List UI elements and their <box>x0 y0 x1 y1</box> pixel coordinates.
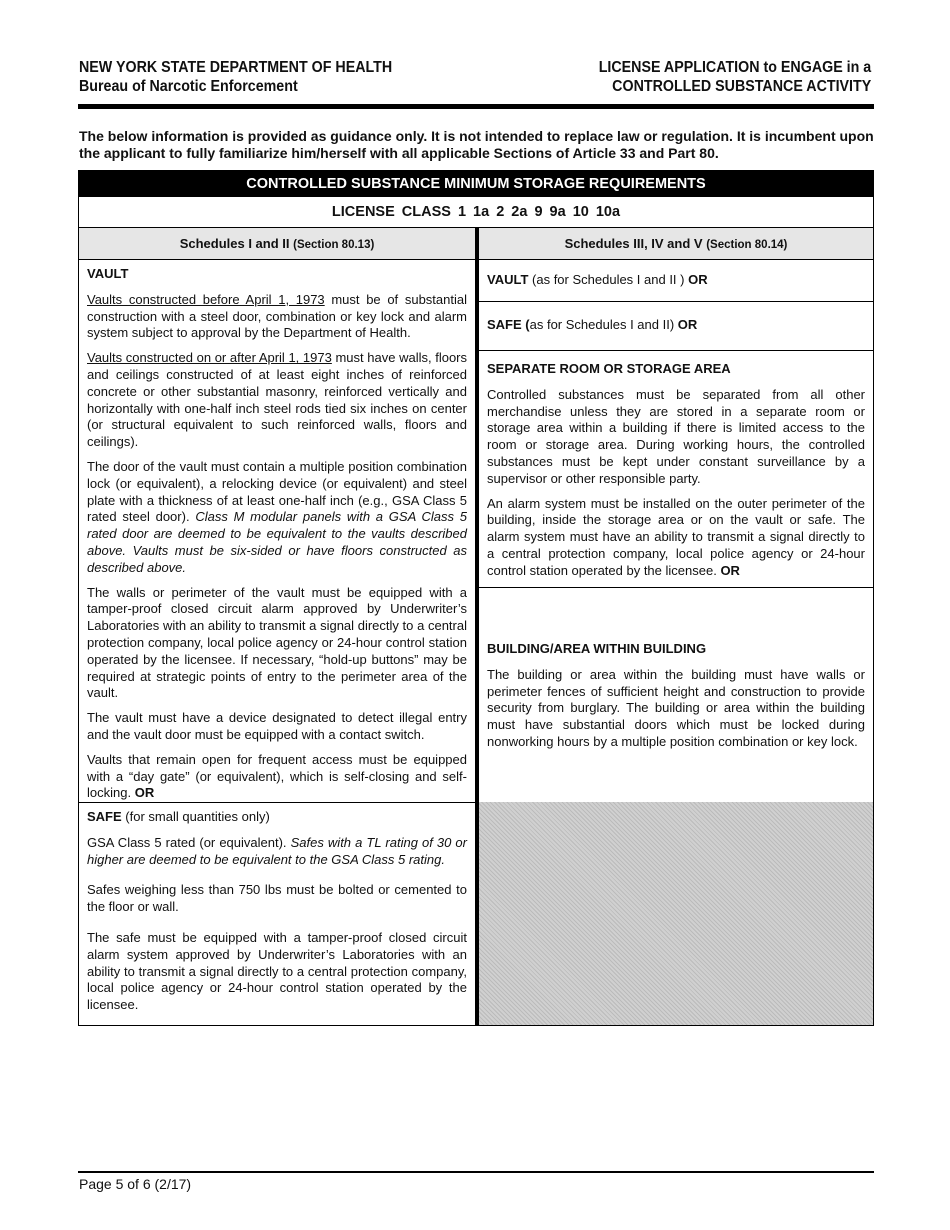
right-vault-text: VAULT (as for Schedules I and II ) OR <box>487 272 708 287</box>
building-heading: BUILDING/AREA WITHIN BUILDING <box>487 641 707 656</box>
safe-weight-text: Safes weighing less than 750 lbs must be bolted or cemented to the floor or wall. <box>87 882 467 915</box>
vault-alarm-text: The walls or perimeter of the vault must be equipped with a tamper-proof closed circuit alarm approved by Underwriter’s Laboratories with an ability to transmit a signal directly to a central protection company, local police agency or 24-hour control station operated by the licensee. If necessary, “hold-up buttons” may be required at strategic points of entry to the perimeter area of the vault. <box>87 584 467 701</box>
storage-requirements-table <box>78 170 874 1026</box>
vault-post-1973-text: Vaults constructed on or after April 1, 1973 must have walls, floors and ceilings constructed of at least eight inches of reinforced concrete or other substantial masonry, reinforced vertically and horizontally with one-half inch steel rods tied six inches on center (or structural equivalent to such reinforced walls, floors and ceilings). <box>87 350 468 450</box>
section-80-14: (Section 80.14) <box>706 239 788 251</box>
safe-heading: SAFE (for small quantities only) <box>87 809 270 824</box>
bureau-name: Bureau of Narcotic Enforcement <box>79 78 298 95</box>
header-rule <box>78 104 874 109</box>
safe-cell-left <box>79 803 475 1025</box>
separate-room-text: Controlled substances must be separated from all other merchandise unless they are stored in a separate room or storage area within a building if there is limited access to the room or storage area. During working hours, the controlled substances must be kept under constant surveillance by a supervisor or other responsible party. <box>487 386 865 486</box>
vault-cell-right <box>479 260 873 302</box>
section-80-13: (Section 80.13) <box>293 239 375 251</box>
vault-day-gate-text: Vaults that remain open for frequent access must be equipped with a “day gate” (or equivalent), which is self-closing and self-locking. OR <box>87 751 467 801</box>
safe-gsa-text: GSA Class 5 rated (or equivalent). Safes with a TL rating of 30 or higher are deemed to be equivalent to the GSA Class 5 rating. <box>87 834 467 867</box>
vault-door-text: The door of the vault must contain a multiple position combination lock (or equivalent), a relocking device (or equivalent) and steel plate with a thickness of at least one-half inch (e.g., GSA Class 5 rated steel door). Class M modular panels with a GSA Class 5 rated door are deemed to be equivalent to the vaults described above. Vaults must be six-sided or have floors constructed as described above. <box>87 458 467 575</box>
building-cell <box>479 588 873 802</box>
table-title: CONTROLLED SUBSTANCE MINIMUM STORAGE REQUIREMENTS <box>79 171 873 197</box>
safe-alarm-text: The safe must be equipped with a tamper-proof closed circuit alarm system approved by Underwriter’s Laboratories with an ability to transmit a signal directly to a central protection company, local police agency or 24-hour control station operated by the licensee. <box>87 929 467 1013</box>
right-safe-text: SAFE (as for Schedules I and II) OR <box>487 317 698 332</box>
separate-room-heading: SEPARATE ROOM OR STORAGE AREA <box>487 361 731 376</box>
form-title-line1: LICENSE APPLICATION to ENGAGE in a <box>598 59 871 76</box>
safe-cell-right <box>479 302 873 350</box>
schedules-iii-v-header <box>479 228 873 260</box>
form-title-line2: CONTROLLED SUBSTANCE ACTIVITY <box>611 78 871 95</box>
agency-name: NEW YORK STATE DEPARTMENT OF HEALTH <box>79 59 393 76</box>
vault-cell-left <box>79 260 475 802</box>
agency-header <box>79 58 392 96</box>
schedules-i-ii-header <box>79 228 475 260</box>
page-number: Page 5 of 6 (2/17) <box>79 1176 192 1192</box>
license-class-row: LICENSE CLASS 1 1a 2 2a 9 9a 10 10a <box>79 197 873 228</box>
building-text: The building or area within the building must have walls or perimeter fences of sufficient height and construction to provide security from burglary. The building or area within the building must have substantial doors which must be locked during nonworking hours by a multiple position combination or key lock. <box>487 666 865 749</box>
schedules-iii-v-label: Schedules III, IV and V <box>564 236 703 251</box>
footer-rule <box>78 1171 874 1173</box>
vault-pre-1973-text: Vaults constructed before April 1, 1973 must be of substantial construction with a steel door, combination or key lock and alarm system subject to approval by the Department of Health. <box>87 291 467 341</box>
separate-room-alarm-text: An alarm system must be installed on the outer perimeter of the building, inside the storage area or on the vault or safe. The alarm system must have an ability to transmit a signal directly to a central protection company, local police agency or 24-hour control station operated by the licensee. OR <box>487 495 865 578</box>
hatched-empty-cell <box>479 802 873 1025</box>
schedules-i-ii-label: Schedules I and II <box>179 236 290 251</box>
vault-contact-switch-text: The vault must have a device designated to detect illegal entry and the vault door must be equipped with a contact switch. <box>87 710 467 742</box>
guidance-notice: The below information is provided as guidance only. It is not intended to replace law or regulation. It is incumbent upon the applicant to fully familiarize him/herself with all applicable Sections of Article 33 and Part 80. <box>79 128 874 161</box>
form-title-header <box>598 58 871 96</box>
separate-room-cell <box>479 351 873 587</box>
vault-heading: VAULT <box>87 266 129 281</box>
